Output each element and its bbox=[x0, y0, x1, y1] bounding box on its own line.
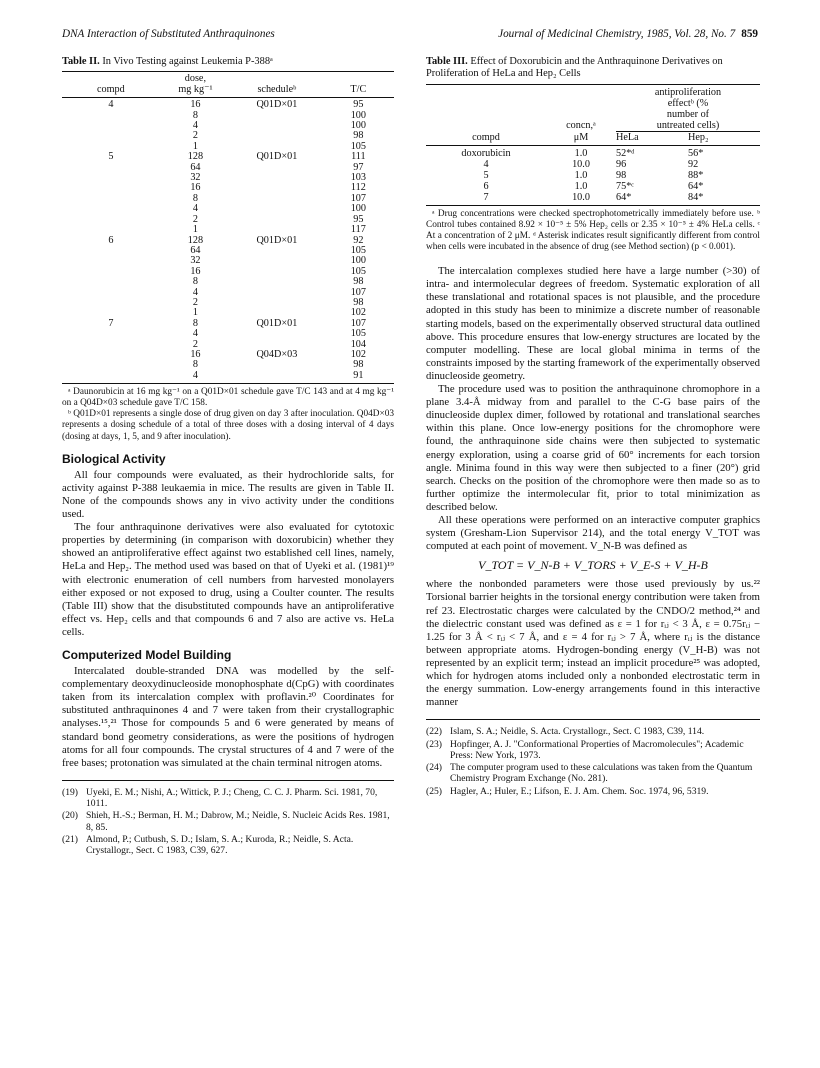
table-row bbox=[62, 194, 394, 204]
table-row bbox=[62, 340, 394, 350]
table-row bbox=[62, 267, 394, 277]
t2-dose: 1 bbox=[192, 140, 198, 152]
right-paragraph-1: The intercalation complexes studied here have a large number (>30) of intra- and intermolecular degrees of freedom. Systematic exploration of all these translational and rotational spaces is not plausible, and the procedure adopted in this study has been to minimize a discrete number of reasonable starting models, based on the experimentally observed structural data outlined above. This procedure ensures that low-energy structures are located by the computer modelling. These are local global minima in terms of the constraints imposed by the starting framework of the experimentally observed dinucleoside geometry. bbox=[426, 265, 760, 382]
t2-schedule bbox=[231, 121, 323, 131]
model-heading: Computerized Model Building bbox=[62, 647, 232, 662]
table-row bbox=[62, 236, 394, 246]
journal-citation: Journal of Medicinal Chemistry, 1985, Vol. 28, No. 7 bbox=[498, 28, 736, 40]
t3-compd: 7 bbox=[426, 192, 546, 206]
t2-dose: 8 bbox=[192, 359, 198, 371]
table-row bbox=[62, 256, 394, 266]
table-row bbox=[62, 183, 394, 193]
table-row bbox=[62, 329, 394, 339]
t2-schedule: Q01D×01 bbox=[256, 234, 298, 246]
reference-text: Shieh, H.-S.; Berman, H. M.; Dabrow, M.; Neidle, S. Nucleic Acids Res. 1981, 8, 85. bbox=[86, 810, 390, 833]
t2-compd bbox=[62, 298, 160, 308]
t2-schedule bbox=[231, 183, 323, 193]
reference-number: (23) bbox=[426, 738, 442, 750]
t2-col-dose-l1: dose, bbox=[160, 72, 231, 85]
t3-concn: 1.0 bbox=[574, 169, 588, 181]
table-row bbox=[62, 131, 394, 141]
t2-dose: 4 bbox=[192, 328, 198, 340]
t3-hep2: 88* bbox=[688, 169, 704, 181]
t2-dose: 32 bbox=[190, 172, 201, 184]
t3-compd: 5 bbox=[483, 169, 489, 181]
t2-dose: 1 bbox=[192, 224, 198, 236]
t2-schedule: Q01D×01 bbox=[256, 99, 298, 111]
t2-tc: 98 bbox=[353, 359, 364, 371]
table-row bbox=[62, 204, 394, 214]
t2-tc: 105 bbox=[350, 265, 366, 277]
t2-compd bbox=[62, 277, 160, 287]
t2-schedule bbox=[231, 277, 323, 287]
t3-col-effect bbox=[616, 84, 760, 120]
t2-tc: 100 bbox=[350, 120, 366, 132]
t3-hela: 52*ᵈ bbox=[616, 147, 635, 159]
t3-hep2: 84* bbox=[688, 192, 760, 206]
t2-dose: 16 bbox=[190, 99, 201, 111]
t3-col-concn-l2: μM bbox=[546, 131, 616, 145]
t2-compd: 4 bbox=[108, 99, 114, 111]
t2-schedule bbox=[231, 173, 323, 183]
t2-dose: 8 bbox=[192, 109, 198, 121]
reference-number: (25) bbox=[426, 785, 442, 797]
footnote-divider-right bbox=[426, 719, 760, 720]
table3 bbox=[426, 84, 760, 206]
t2-schedule bbox=[231, 194, 323, 204]
table-row bbox=[62, 152, 394, 162]
t2-tc: 95 bbox=[353, 213, 364, 225]
table3-title: Effect of Doxorubicin and the Anthraquinone Derivatives on Proliferation of HeLa and Hep₂ Cells bbox=[426, 56, 723, 80]
t2-tc: 103 bbox=[350, 172, 366, 184]
t2-tc: 100 bbox=[350, 255, 366, 267]
t2-dose: 16 bbox=[190, 265, 201, 277]
t2-dose: 2 bbox=[192, 213, 198, 225]
t2-schedule bbox=[231, 371, 323, 384]
t2-schedule: Q01D×01 bbox=[256, 317, 298, 329]
t2-schedule: Q04D×03 bbox=[256, 348, 298, 360]
table-row bbox=[62, 371, 394, 384]
t2-compd bbox=[62, 246, 160, 256]
t2-schedule bbox=[231, 131, 323, 141]
energy-equation: V_TOT = V_N-B + V_TORS + V_E-S + V_H-B bbox=[478, 558, 708, 573]
t2-compd bbox=[62, 121, 160, 131]
t2-dose: 8 bbox=[192, 192, 198, 204]
t2-compd bbox=[62, 267, 160, 277]
t2-col-schedule: scheduleᵇ bbox=[231, 85, 323, 98]
table-row bbox=[62, 350, 394, 360]
header-title: DNA Interaction of Substituted Anthraquinones bbox=[62, 28, 275, 40]
t3-hep2: 92 bbox=[688, 158, 699, 170]
t2-footnote-a: ᵃ Daunorubicin at 16 mg kg⁻¹ on a Q01D×01 schedule gave T/C 143 and at 4 mg kg⁻¹ on a Q04D×03 schedule gave T/C 158. bbox=[62, 387, 394, 409]
t2-compd bbox=[62, 131, 160, 141]
t2-tc: 98 bbox=[353, 130, 364, 142]
t2-dose: 16 bbox=[190, 182, 201, 194]
table2-footnotes bbox=[62, 387, 394, 442]
t2-schedule bbox=[231, 215, 323, 225]
t2-tc: 98 bbox=[353, 296, 364, 308]
table-row bbox=[62, 288, 394, 298]
t3-concn: 1.0 bbox=[574, 180, 588, 192]
table-row bbox=[62, 298, 394, 308]
page-number: 859 bbox=[741, 28, 758, 40]
t2-schedule bbox=[231, 360, 323, 370]
table-row bbox=[426, 170, 760, 181]
t2-dose: 8 bbox=[192, 317, 198, 329]
t2-tc: 102 bbox=[350, 348, 366, 360]
reference-text: Islam, S. A.; Neidle, S. Acta. Crystallogr., Sect. C 1983, C39, 114. bbox=[450, 726, 705, 738]
t2-dose: 8 bbox=[192, 276, 198, 288]
t2-compd bbox=[62, 288, 160, 298]
t3-hela: 98 bbox=[616, 169, 627, 181]
right-paragraph-2: The procedure used was to position the anthraquinone chromophore in a plane 3.4-Å midway from and parallel to the C-G base pairs of the dinucleoside duplex dimer, followed by rotational and translational searches within this plane. Once low-energy positions for the chromophore were found, the anthraquinone side chains were then subjected to systematic energy exploration, using a coarse grid of 60° increments for each torsion angle. Minima found in this way were then subjected to a finer (20°) grid search. Checks on the position of the chromophore were then made so as to further optimize the intermolecular fit, prior to total minimization as described below. bbox=[426, 383, 760, 513]
t3-col-compd: compd bbox=[426, 131, 546, 145]
table2-label: Table II. bbox=[62, 56, 100, 67]
t3-compd: 4 bbox=[483, 158, 489, 170]
table-row bbox=[426, 181, 760, 192]
t2-col-dose-l2: mg kg⁻¹ bbox=[160, 85, 231, 98]
t2-compd bbox=[62, 340, 160, 350]
t2-compd bbox=[62, 215, 160, 225]
table-row bbox=[62, 246, 394, 256]
t2-tc: 100 bbox=[350, 203, 366, 215]
t2-footnote-b: ᵇ Q01D×01 represents a single dose of drug given on day 3 after inoculation. Q04D×03 represents a dosing schedule of a total of three doses with a dosing interval of 4 days (dosing at days, 1, 5, and 9 after inoculation). bbox=[62, 409, 394, 442]
bio-paragraph-2: The four anthraquinone derivatives were also evaluated for cytotoxic properties by determining (in comparison with doxorubicin) whether they showed an antiproliferative effect against two established cell lines, namely, HeLa and Hep₂. The method used was based on that of Uyeki et al. (1981)¹⁹ with electronic enumeration of cell numbers from harvested monolayers either exposed or not exposed to drug, using a Coulter counter. The results (Table III) show that the disubstituted compounds have an antiproliferative effect vs. Hep₂ cells and that compounds 6 and 7 also are active vs. HeLa cells. bbox=[62, 521, 394, 638]
reference-item bbox=[426, 786, 760, 797]
t2-tc: 100 bbox=[350, 109, 366, 121]
bio-paragraph-1: All four compounds were evaluated, as their hydrochloride salts, for activity against P-388 leukaemia in mice. The results are given in Table II. None of the compounds shows any in vivo activity under the conditions used. bbox=[62, 468, 394, 521]
reference-number: (21) bbox=[62, 834, 78, 845]
footnote-divider bbox=[62, 780, 394, 781]
t2-dose: 2 bbox=[192, 296, 198, 308]
t2-schedule bbox=[231, 163, 323, 173]
t3-col-concn-l1: concn,ᵃ bbox=[566, 120, 596, 132]
table-row bbox=[426, 145, 760, 159]
t2-dose: 2 bbox=[192, 130, 198, 142]
t2-tc: 105 bbox=[350, 328, 366, 340]
reference-item bbox=[62, 810, 394, 833]
table-row bbox=[426, 192, 760, 206]
t2-tc: 97 bbox=[353, 161, 364, 173]
reference-number: (19) bbox=[62, 786, 78, 798]
t2-dose: 4 bbox=[192, 286, 198, 298]
left-column bbox=[62, 56, 394, 858]
t2-tc: 92 bbox=[353, 234, 364, 246]
t2-tc: 107 bbox=[350, 192, 366, 204]
t2-dose: 16 bbox=[190, 348, 201, 360]
t3-col-hela: HeLa bbox=[616, 131, 688, 145]
t3-concn: 10.0 bbox=[546, 192, 616, 206]
t2-schedule bbox=[231, 288, 323, 298]
reference-text: Uyeki, E. M.; Nishi, A.; Wittick, P. J.; Cheng, C. C. J. Pharm. Sci. 1981, 70, 1011. bbox=[86, 786, 378, 810]
t2-compd bbox=[62, 204, 160, 214]
t2-compd bbox=[62, 256, 160, 266]
table-row bbox=[62, 215, 394, 225]
table3-label: Table III. bbox=[426, 56, 468, 67]
reference-item bbox=[426, 739, 760, 762]
t2-compd bbox=[62, 194, 160, 204]
references-left bbox=[62, 787, 394, 857]
t2-tc: 95 bbox=[353, 99, 364, 111]
t2-tc: 107 bbox=[350, 317, 366, 329]
t2-dose: 128 bbox=[187, 234, 204, 246]
t2-dose: 2 bbox=[192, 338, 198, 350]
t3-col-hep2: Hep₂ bbox=[688, 131, 760, 145]
t2-schedule bbox=[231, 246, 323, 256]
t2-dose: 128 bbox=[187, 151, 204, 163]
t2-tc: 105 bbox=[350, 140, 366, 152]
t2-compd: 7 bbox=[108, 317, 114, 329]
t2-schedule bbox=[231, 329, 323, 339]
table2-caption bbox=[62, 56, 394, 68]
t3-concn: 10.0 bbox=[572, 158, 590, 170]
t3-effect-l4: untreated cells) bbox=[616, 120, 760, 132]
t3-effect-l3: number of bbox=[666, 108, 710, 120]
table-row bbox=[62, 98, 394, 111]
table-row bbox=[62, 173, 394, 183]
reference-text: Hopfinger, A. J. "Conformational Properties of Macromolecules"; Academic Press: New York, 1973. bbox=[450, 738, 744, 761]
right-paragraph-3: All these operations were performed on an interactive computer graphics system (Gresham-Lion Supervisor 214), and the total energy V_TOT was computed at each point of movement. V_N-B was defined as bbox=[426, 513, 760, 553]
running-header bbox=[62, 28, 758, 44]
t2-compd bbox=[62, 163, 160, 173]
reference-item bbox=[62, 787, 394, 810]
table-row bbox=[62, 121, 394, 131]
t2-tc: 102 bbox=[350, 307, 366, 319]
t2-dose: 64 bbox=[190, 244, 201, 256]
t2-schedule bbox=[231, 204, 323, 214]
references-right bbox=[426, 726, 760, 797]
t2-tc: 91 bbox=[323, 371, 394, 384]
reference-item bbox=[426, 726, 760, 737]
t2-tc: 112 bbox=[350, 182, 366, 194]
t2-schedule bbox=[231, 298, 323, 308]
t2-dose: 4 bbox=[192, 203, 198, 215]
t2-compd: 6 bbox=[108, 234, 114, 246]
t2-schedule bbox=[231, 267, 323, 277]
t2-schedule bbox=[231, 225, 323, 235]
reference-item bbox=[426, 762, 760, 785]
t3-hela: 96 bbox=[616, 158, 627, 170]
reference-number: (24) bbox=[426, 762, 442, 774]
t2-dose: 32 bbox=[190, 255, 201, 267]
table-row bbox=[62, 360, 394, 370]
t2-compd bbox=[62, 173, 160, 183]
table-row bbox=[62, 163, 394, 173]
table-row bbox=[426, 159, 760, 170]
table2 bbox=[62, 71, 394, 384]
t2-tc: 98 bbox=[353, 276, 364, 288]
t2-tc: 104 bbox=[350, 338, 366, 350]
t2-col-tc: T/C bbox=[323, 85, 394, 98]
t2-compd bbox=[62, 225, 160, 235]
table2-body bbox=[62, 98, 394, 384]
t2-col-compd: compd bbox=[62, 85, 160, 98]
t3-compd: doxorubicin bbox=[461, 147, 511, 159]
t2-compd bbox=[62, 360, 160, 370]
t2-tc: 107 bbox=[350, 286, 366, 298]
t2-schedule bbox=[231, 256, 323, 266]
reference-text: The computer program used to these calculations was taken from the Quantum Chemistry Program Exchange (No. 281). bbox=[450, 762, 753, 785]
t3-hep2: 56* bbox=[688, 147, 704, 159]
t2-compd bbox=[62, 111, 160, 121]
t2-dose: 1 bbox=[192, 307, 198, 319]
table3-body bbox=[426, 145, 760, 205]
reference-item bbox=[62, 834, 394, 857]
t2-dose: 4 bbox=[160, 371, 231, 384]
reference-text: Almond, P.; Cutbush, S. D.; Islam, S. A.; Kuroda, R.; Neidle, S. Acta. Crystallogr., Sect. C 1983, C39, 627. bbox=[86, 834, 354, 857]
t2-tc: 105 bbox=[350, 244, 366, 256]
right-paragraph-4: where the nonbonded parameters were those used previously by us.²² Torsional barrier heights in the torsional energy contribution were taken from ref 23. Electrostatic charges were calculated by the CNDO/2 method,²⁴ and the dielectric constant used was defined as ε = 1 for rᵢⱼ < 3 Å, ε = 0.75rᵢⱼ − 1.25 for 3 Å < rᵢⱼ < 7 Å, and ε = 4 for rᵢⱼ > 7 Å, where rᵢⱼ is the distance between appropriate atoms. Hydrogen-bonding energy (V_H-B) was not represented by an explicit term; instead an implicit procedure²⁵ was adopted, which for hydrogen atoms included only a nonbonded electrostatic term in the energy summation. Low-energy arrangements found in this interactive manner bbox=[426, 578, 760, 709]
t2-compd bbox=[62, 371, 160, 384]
t2-schedule bbox=[231, 111, 323, 121]
t2-compd bbox=[62, 350, 160, 360]
t3-effect-l1: antiproliferation bbox=[654, 86, 722, 98]
table-row bbox=[62, 111, 394, 121]
reference-number: (22) bbox=[426, 726, 442, 738]
table-row bbox=[62, 225, 394, 235]
model-paragraph-1: Intercalated double-stranded DNA was modelled by the self-complementary deoxydinucleoside monophosphate d(CpG) with coordinates taken from its intercalation complex with proflavin.²⁰ Coordinates for substituted anthraquinones 4 and 7 were taken from their crystallographic analyses.¹⁵,²¹ Those for compounds 5 and 6 were generated by means of standard bond geometry considerations, as were the positions of hydrogen atoms for all four compounds. The crystal structures of 4 and 7 were of the free bases; protonation was simulated at the chain terminal nitrogen atoms. bbox=[62, 665, 394, 769]
t2-dose: 64 bbox=[190, 161, 201, 173]
table2-title: In Vivo Testing against Leukemia P-388ᵃ bbox=[102, 56, 273, 67]
right-column bbox=[426, 56, 760, 798]
t3-concn: 1.0 bbox=[574, 147, 588, 159]
t2-tc: 117 bbox=[350, 224, 366, 236]
t3-footnote: ᵃ Drug concentrations were checked spectrophotometrically immediately before use. ᵇ Control tubes contained 8.92 × 10⁻⁵ ± 5% Hep₂ cells or 2.35 × 10⁻⁵ ± 4% HeLa cells. ᶜ At a concentration of 2 μM. ᵈ Asterisk indicates result significantly different from control when cells were incubated in the absence of drug (see Method section) (p < 0.001). bbox=[426, 208, 760, 253]
t2-schedule: Q01D×01 bbox=[256, 151, 298, 163]
t2-compd bbox=[62, 183, 160, 193]
header-journal bbox=[498, 28, 758, 44]
bio-heading: Biological Activity bbox=[62, 451, 166, 466]
table-row bbox=[62, 319, 394, 329]
t2-dose: 4 bbox=[192, 120, 198, 132]
t2-tc: 111 bbox=[351, 151, 366, 163]
table3-caption bbox=[426, 56, 760, 81]
table3-footnote bbox=[426, 209, 760, 253]
t3-hela: 64* bbox=[616, 192, 688, 206]
t2-compd: 5 bbox=[108, 151, 114, 163]
reference-text: Hagler, A.; Huler, E.; Lifson, E. J. Am. Chem. Soc. 1974, 96, 5319. bbox=[450, 785, 709, 797]
table-row bbox=[62, 277, 394, 287]
t3-compd: 6 bbox=[483, 180, 489, 192]
t3-hep2: 64* bbox=[688, 180, 704, 192]
reference-number: (20) bbox=[62, 810, 78, 822]
t3-hela: 75*ᶜ bbox=[616, 180, 634, 192]
t3-effect-l2: effectᵇ (% bbox=[667, 97, 709, 109]
t2-compd bbox=[62, 329, 160, 339]
